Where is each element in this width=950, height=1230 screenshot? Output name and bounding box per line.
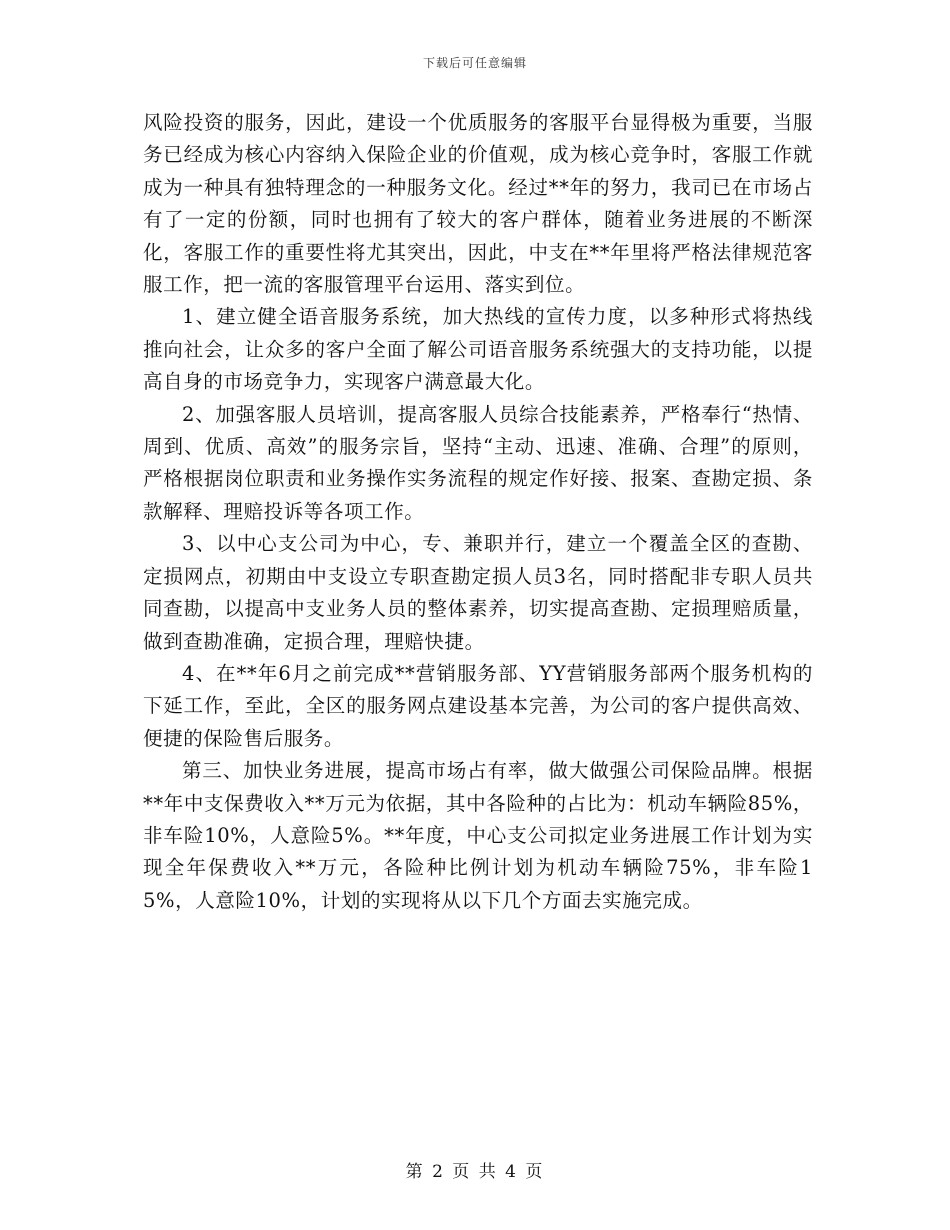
body-paragraph-item-1: 1、建立健全语音服务系统，加大热线的宣传力度，以多种形式将热线推向社会，让众多的客户全面了解公司语音服务系统强大的支持功能，以提高自身的市场竞争力，实现客户满意最大化。 [143, 305, 813, 394]
header-note: 下载后可任意编辑 [422, 56, 527, 70]
body-paragraph-continuation: 风险投资的服务，因此，建设一个优质服务的客服平台显得极为重要，当服务已经成为核心内容纳入保险企业的价值观，成为核心竞争时，客服工作就成为一种具有独特理念的一种服务文化。经过**年的努力，我司已在市场占有了一定的份额，同时也拥有了较大的客户群体，随着业务进展的不断深化，客服工作的重要性将尤其突出，因此，中支在**年里将严格法律规范客服工作，把一流的客服管理平台运用、落实到位。 [143, 111, 813, 297]
body-paragraph-section-3: 第三、加快业务进展，提高市场占有率，做大做强公司保险品牌。根据**年中支保费收入**万元为依据，其中各险种的占比为：机动车辆险85%，非车险10%，人意险5%。**年度，中心支公司拟定业务进展工作计划为实现全年保费收入**万元，各险种比例计划为机动车辆险75%，非车险15%，人意险10%，计划的实现将从以下几个方面去实施完成。 [143, 759, 813, 912]
body-paragraph-item-4: 4、在**年6月之前完成**营销服务部、YY营销服务部两个服务机构的下延工作，至此，全区的服务网点建设基本完善，为公司的客户提供高效、便捷的保险售后服务。 [143, 661, 813, 750]
body-paragraph-item-2: 2、加强客服人员培训，提高客服人员综合技能素养，严格奉行“热情、周到、优质、高效”的服务宗旨，坚持“主动、迅速、准确、合理”的原则，严格根据岗位职责和业务操作实务流程的规定作好接、报案、查勘定损、条款解释、理赔投诉等各项工作。 [143, 402, 813, 523]
page-number-footer: 第 2 页 共 4 页 [405, 1162, 545, 1182]
body-paragraph-item-3: 3、以中心支公司为中心，专、兼职并行，建立一个覆盖全区的查勘、定损网点，初期由中支设立专职查勘定损人员3名，同时搭配非专职人员共同查勘，以提高中支业务人员的整体素养，切实提高查勘、定损理赔质量，做到查勘准确，定损合理，理赔快捷。 [143, 532, 813, 653]
document-body [143, 107, 813, 917]
